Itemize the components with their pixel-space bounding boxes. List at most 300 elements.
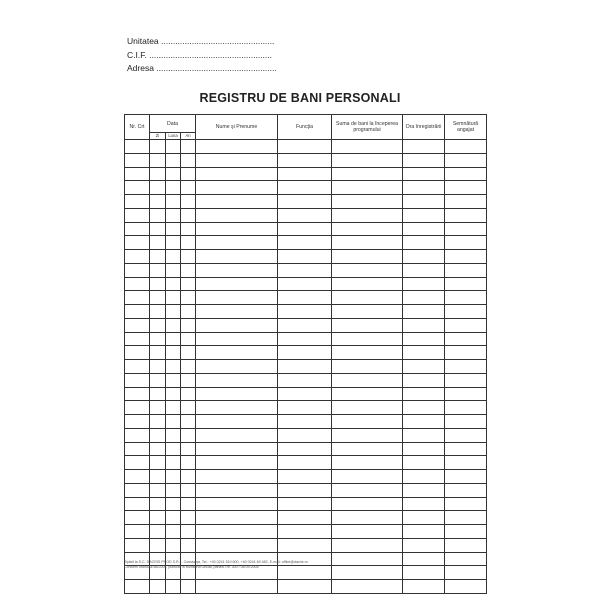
table-cell — [125, 525, 150, 539]
table-cell — [278, 346, 332, 360]
table-cell — [150, 428, 166, 442]
table-cell — [403, 401, 445, 415]
table-cell — [166, 456, 181, 470]
header-semnatura: Semnătură angajat — [445, 115, 487, 140]
table-cell — [125, 456, 150, 470]
table-cell — [196, 373, 278, 387]
table-row — [125, 470, 487, 484]
address-field: Adresa ................................................... — [127, 63, 277, 73]
table-cell — [125, 208, 150, 222]
table-cell — [403, 208, 445, 222]
table-cell — [403, 250, 445, 264]
table-cell — [166, 401, 181, 415]
table-cell — [196, 291, 278, 305]
table-cell — [445, 140, 487, 154]
table-cell — [150, 277, 166, 291]
table-cell — [403, 360, 445, 374]
table-cell — [278, 167, 332, 181]
table-cell — [332, 277, 403, 291]
table-cell — [125, 263, 150, 277]
table-cell — [278, 222, 332, 236]
table-cell — [278, 428, 332, 442]
table-row — [125, 442, 487, 456]
table-cell — [445, 483, 487, 497]
table-row — [125, 428, 487, 442]
table-cell — [332, 401, 403, 415]
table-cell — [125, 442, 150, 456]
table-cell — [445, 277, 487, 291]
table-row — [125, 195, 487, 209]
table-cell — [166, 305, 181, 319]
table-cell — [445, 236, 487, 250]
table-row — [125, 483, 487, 497]
table-cell — [332, 483, 403, 497]
table-cell — [332, 525, 403, 539]
table-cell — [166, 442, 181, 456]
table-cell — [332, 140, 403, 154]
table-cell — [150, 346, 166, 360]
table-cell — [125, 497, 150, 511]
header-nume-prenume: Nume şi Prenume — [196, 115, 278, 140]
table-cell — [332, 373, 403, 387]
table-cell — [150, 538, 166, 552]
table-cell — [181, 373, 196, 387]
printer-footer — [124, 560, 308, 570]
table-cell — [181, 167, 196, 181]
table-cell — [332, 511, 403, 525]
table-cell — [332, 387, 403, 401]
table-cell — [196, 332, 278, 346]
table-cell — [196, 208, 278, 222]
table-cell — [181, 208, 196, 222]
table-cell — [166, 525, 181, 539]
table-row — [125, 332, 487, 346]
table-cell — [403, 167, 445, 181]
table-cell — [150, 195, 166, 209]
table-cell — [125, 387, 150, 401]
table-cell — [403, 291, 445, 305]
table-cell — [196, 167, 278, 181]
table-cell — [166, 181, 181, 195]
table-cell — [403, 373, 445, 387]
table-cell — [196, 580, 278, 594]
table-cell — [181, 346, 196, 360]
footer-line-1: Tipărit la S.C. DACRIS PROD S.R.L. Constanţa, Tel.: +40 0241 510 600, +40 0241 69 482, E-mail: office@dacris.ro — [124, 560, 308, 564]
header-fields — [127, 35, 277, 76]
table-cell — [403, 277, 445, 291]
table-cell — [278, 538, 332, 552]
table-cell — [196, 181, 278, 195]
table-cell — [125, 195, 150, 209]
table-cell — [125, 538, 150, 552]
table-cell — [196, 153, 278, 167]
table-cell — [403, 566, 445, 580]
table-cell — [445, 360, 487, 374]
table-cell — [181, 525, 196, 539]
table-cell — [332, 566, 403, 580]
table-row — [125, 497, 487, 511]
table-cell — [166, 415, 181, 429]
table-cell — [278, 236, 332, 250]
table-cell — [445, 497, 487, 511]
table-cell — [166, 167, 181, 181]
table-cell — [403, 236, 445, 250]
table-cell — [196, 428, 278, 442]
table-cell — [445, 525, 487, 539]
table-cell — [150, 250, 166, 264]
table-cell — [403, 387, 445, 401]
table-cell — [403, 497, 445, 511]
table-cell — [166, 140, 181, 154]
table-cell — [278, 181, 332, 195]
table-cell — [150, 236, 166, 250]
table-cell — [332, 552, 403, 566]
table-cell — [166, 236, 181, 250]
table-cell — [332, 332, 403, 346]
table-cell — [125, 373, 150, 387]
table-cell — [166, 277, 181, 291]
table-cell — [166, 511, 181, 525]
table-cell — [278, 277, 332, 291]
table-cell — [278, 332, 332, 346]
table-cell — [403, 318, 445, 332]
table-cell — [445, 195, 487, 209]
table-cell — [166, 153, 181, 167]
table-cell — [181, 580, 196, 594]
table-cell — [445, 428, 487, 442]
table-cell — [166, 360, 181, 374]
table-cell — [332, 263, 403, 277]
table-row — [125, 373, 487, 387]
table-cell — [181, 222, 196, 236]
table-cell — [278, 511, 332, 525]
table-cell — [196, 250, 278, 264]
table-cell — [181, 236, 196, 250]
table-cell — [166, 428, 181, 442]
table-cell — [181, 305, 196, 319]
table-cell — [150, 263, 166, 277]
table-cell — [150, 208, 166, 222]
table-cell — [278, 291, 332, 305]
table-cell — [403, 511, 445, 525]
table-cell — [196, 360, 278, 374]
table-cell — [278, 442, 332, 456]
table-cell — [181, 318, 196, 332]
table-cell — [445, 580, 487, 594]
table-cell — [181, 511, 196, 525]
table-cell — [125, 291, 150, 305]
table-cell — [332, 428, 403, 442]
table-cell — [166, 332, 181, 346]
table-cell — [150, 153, 166, 167]
table-cell — [445, 291, 487, 305]
table-cell — [150, 470, 166, 484]
table-cell — [150, 483, 166, 497]
table-row — [125, 525, 487, 539]
table-cell — [150, 140, 166, 154]
table-cell — [150, 305, 166, 319]
table-cell — [166, 222, 181, 236]
header-suma-bani: Suma de bani la începerea programului — [332, 115, 403, 140]
table-cell — [332, 456, 403, 470]
table-cell — [181, 401, 196, 415]
table-cell — [181, 181, 196, 195]
table-cell — [278, 250, 332, 264]
table-cell — [445, 346, 487, 360]
table-cell — [445, 387, 487, 401]
table-cell — [445, 153, 487, 167]
table-cell — [196, 277, 278, 291]
table-cell — [196, 318, 278, 332]
table-cell — [445, 401, 487, 415]
table-cell — [445, 511, 487, 525]
table-cell — [150, 360, 166, 374]
table-cell — [332, 222, 403, 236]
table-row — [125, 250, 487, 264]
table-cell — [181, 195, 196, 209]
table-cell — [332, 497, 403, 511]
table-row — [125, 318, 487, 332]
table-cell — [332, 538, 403, 552]
table-cell — [125, 346, 150, 360]
table-cell — [403, 580, 445, 594]
table-cell — [445, 332, 487, 346]
table-cell — [150, 442, 166, 456]
footer-line-2: Conform ordinului 58/2005, publicat în Monitorul Oficial, partea I nr. 300 / 08.09.2005 — [124, 565, 259, 569]
table-cell — [196, 387, 278, 401]
table-cell — [332, 195, 403, 209]
table-cell — [403, 195, 445, 209]
table-cell — [403, 181, 445, 195]
table-cell — [150, 401, 166, 415]
table-cell — [403, 305, 445, 319]
table-cell — [445, 250, 487, 264]
table-cell — [125, 167, 150, 181]
table-cell — [445, 442, 487, 456]
table-cell — [445, 552, 487, 566]
table-cell — [445, 566, 487, 580]
table-cell — [166, 373, 181, 387]
table-cell — [150, 222, 166, 236]
table-cell — [125, 181, 150, 195]
table-row — [125, 580, 487, 594]
table-cell — [166, 470, 181, 484]
table-cell — [332, 318, 403, 332]
table-cell — [403, 332, 445, 346]
table-cell — [403, 442, 445, 456]
table-cell — [166, 263, 181, 277]
table-cell — [181, 250, 196, 264]
table-cell — [125, 483, 150, 497]
table-cell — [278, 525, 332, 539]
document-title: REGISTRU DE BANI PERSONALI — [199, 91, 401, 105]
table-cell — [332, 346, 403, 360]
table-cell — [181, 470, 196, 484]
table-cell — [445, 222, 487, 236]
table-row — [125, 511, 487, 525]
table-cell — [403, 470, 445, 484]
table-cell — [196, 346, 278, 360]
table-cell — [125, 511, 150, 525]
table-cell — [150, 497, 166, 511]
table-cell — [278, 208, 332, 222]
table-row — [125, 167, 487, 181]
table-cell — [125, 318, 150, 332]
table-cell — [150, 332, 166, 346]
table-cell — [403, 428, 445, 442]
table-cell — [403, 483, 445, 497]
table-cell — [278, 401, 332, 415]
table-cell — [332, 291, 403, 305]
table-cell — [166, 483, 181, 497]
cif-field: C.I.F. .................................................... — [127, 49, 272, 60]
table-row — [125, 153, 487, 167]
table-row — [125, 456, 487, 470]
table-cell — [181, 360, 196, 374]
table-cell — [125, 250, 150, 264]
table-cell — [196, 415, 278, 429]
table-cell — [196, 511, 278, 525]
table-cell — [278, 470, 332, 484]
table-cell — [332, 181, 403, 195]
table-cell — [403, 153, 445, 167]
table-cell — [332, 580, 403, 594]
table-cell — [445, 470, 487, 484]
table-cell — [445, 181, 487, 195]
table-cell — [181, 483, 196, 497]
register-table — [124, 114, 487, 594]
table-row — [125, 140, 487, 154]
header-zi: Zi — [150, 133, 166, 140]
table-row — [125, 387, 487, 401]
table-cell — [445, 456, 487, 470]
table-cell — [196, 525, 278, 539]
table-cell — [278, 305, 332, 319]
table-cell — [445, 373, 487, 387]
table-row — [125, 222, 487, 236]
table-cell — [403, 538, 445, 552]
table-row — [125, 538, 487, 552]
table-row — [125, 291, 487, 305]
table-row — [125, 305, 487, 319]
table-cell — [278, 497, 332, 511]
table-cell — [196, 456, 278, 470]
table-cell — [181, 140, 196, 154]
table-cell — [125, 277, 150, 291]
table-cell — [181, 387, 196, 401]
table-cell — [150, 387, 166, 401]
table-cell — [196, 470, 278, 484]
table-cell — [166, 208, 181, 222]
table-cell — [332, 360, 403, 374]
table-cell — [196, 497, 278, 511]
table-cell — [403, 415, 445, 429]
table-cell — [332, 470, 403, 484]
table-cell — [403, 263, 445, 277]
table-cell — [196, 483, 278, 497]
table-cell — [332, 208, 403, 222]
table-cell — [125, 153, 150, 167]
table-cell — [278, 387, 332, 401]
table-cell — [181, 538, 196, 552]
table-cell — [196, 305, 278, 319]
table-row — [125, 263, 487, 277]
table-cell — [125, 332, 150, 346]
table-cell — [196, 195, 278, 209]
table-cell — [166, 346, 181, 360]
table-cell — [181, 263, 196, 277]
table-cell — [445, 538, 487, 552]
header-nr-crt: Nr. Crt — [125, 115, 150, 140]
table-body — [125, 140, 487, 594]
table-cell — [332, 167, 403, 181]
table-cell — [181, 332, 196, 346]
table-row — [125, 346, 487, 360]
table-cell — [196, 263, 278, 277]
table-row — [125, 236, 487, 250]
table-cell — [125, 360, 150, 374]
table-cell — [181, 291, 196, 305]
table-cell — [278, 580, 332, 594]
table-cell — [278, 318, 332, 332]
table-cell — [125, 428, 150, 442]
table-cell — [196, 401, 278, 415]
table-cell — [196, 236, 278, 250]
table-cell — [403, 456, 445, 470]
table-cell — [278, 456, 332, 470]
header-data: Data — [150, 115, 196, 133]
table-cell — [196, 538, 278, 552]
table-cell — [150, 511, 166, 525]
table-cell — [403, 140, 445, 154]
table-cell — [181, 497, 196, 511]
table-row — [125, 360, 487, 374]
table-cell — [125, 236, 150, 250]
table-cell — [278, 373, 332, 387]
table-row — [125, 181, 487, 195]
table-header — [125, 115, 487, 140]
table-cell — [278, 263, 332, 277]
table-cell — [166, 291, 181, 305]
table-cell — [150, 167, 166, 181]
table-cell — [166, 195, 181, 209]
table-cell — [125, 580, 150, 594]
table-cell — [181, 442, 196, 456]
table-cell — [125, 401, 150, 415]
table-cell — [150, 291, 166, 305]
table-cell — [181, 428, 196, 442]
table-cell — [332, 236, 403, 250]
table-cell — [445, 167, 487, 181]
table-cell — [278, 195, 332, 209]
table-cell — [403, 525, 445, 539]
table-row — [125, 208, 487, 222]
table-cell — [125, 222, 150, 236]
table-cell — [278, 415, 332, 429]
table-cell — [445, 208, 487, 222]
table-cell — [278, 483, 332, 497]
table-cell — [150, 525, 166, 539]
table-cell — [445, 263, 487, 277]
header-luna: Luna — [166, 133, 181, 140]
header-an: An — [181, 133, 196, 140]
table-cell — [125, 470, 150, 484]
table-cell — [278, 140, 332, 154]
table-cell — [181, 277, 196, 291]
table-cell — [445, 415, 487, 429]
header-functia: Funcţia — [278, 115, 332, 140]
table-cell — [150, 456, 166, 470]
